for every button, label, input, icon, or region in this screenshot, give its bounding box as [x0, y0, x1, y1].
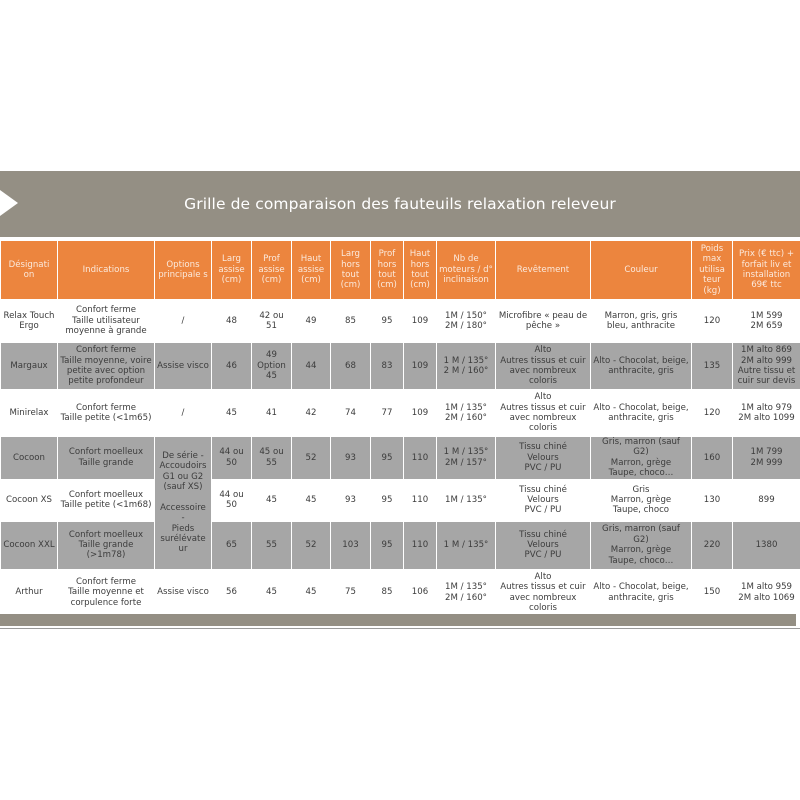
cell-designation: Arthur: [1, 569, 58, 616]
cell-prof-hors-tout: 95: [371, 521, 404, 569]
header-prof-hors-tout: Prof hors tout (cm): [371, 241, 404, 300]
cell-haut-hors-tout: 109: [404, 390, 437, 437]
cell-couleur: Gris, marron (sauf G2) Marron, grège Taupe, choco…: [591, 521, 692, 569]
cell-prof-assise: 49 Option 45: [252, 343, 292, 390]
cell-moteurs: 1M / 135° 2M / 160°: [437, 390, 496, 437]
cell-haut-assise: 52: [292, 437, 331, 480]
cell-indications: Confort ferme Taille moyenne et corpulence forte: [58, 569, 155, 616]
cell-larg-assise: 56: [212, 569, 252, 616]
cell-haut-assise: 49: [292, 300, 331, 343]
cell-larg-hors-tout: 74: [331, 390, 371, 437]
cell-prix: 1380: [733, 521, 800, 569]
cell-prof-assise: 45 ou 55: [252, 437, 292, 480]
cell-revetement: Alto Autres tissus et cuir avec nombreux coloris: [496, 569, 591, 616]
cell-haut-assise: 42: [292, 390, 331, 437]
cell-prix: 1M alto 979 2M alto 1099: [733, 390, 800, 437]
cell-prof-assise: 45: [252, 569, 292, 616]
cell-moteurs: 1M / 150° 2M / 180°: [437, 300, 496, 343]
cell-haut-hors-tout: 110: [404, 521, 437, 569]
cell-larg-assise: 48: [212, 300, 252, 343]
header-designation: Désignati on: [1, 241, 58, 300]
cell-prof-hors-tout: 95: [371, 300, 404, 343]
cell-prix: 1M 599 2M 659: [733, 300, 800, 343]
cell-designation: Margaux: [1, 343, 58, 390]
table-row: [1, 343, 800, 390]
cell-haut-hors-tout: 110: [404, 437, 437, 480]
cell-larg-assise: 45: [212, 390, 252, 437]
header-couleur: Couleur: [591, 241, 692, 300]
cell-moteurs: 1M / 135° 2M / 160°: [437, 569, 496, 616]
cell-options: /: [155, 300, 212, 343]
cell-haut-assise: 52: [292, 521, 331, 569]
cell-indications: Confort ferme Taille utilisateur moyenne à grande: [58, 300, 155, 343]
cell-prof-hors-tout: 95: [371, 437, 404, 480]
footer-divider: [0, 628, 800, 629]
header-larg-assise: Larg assise (cm): [212, 241, 252, 300]
cell-prof-hors-tout: 95: [371, 479, 404, 521]
cell-prof-assise: 45: [252, 479, 292, 521]
cell-designation: Cocoon XXL: [1, 521, 58, 569]
cell-larg-hors-tout: 85: [331, 300, 371, 343]
cell-prof-hors-tout: 85: [371, 569, 404, 616]
cell-designation: Cocoon: [1, 437, 58, 480]
cell-larg-assise: 65: [212, 521, 252, 569]
footer-bar: [0, 614, 796, 626]
cell-poids: 130: [692, 479, 733, 521]
cell-larg-assise: 46: [212, 343, 252, 390]
cell-poids: 135: [692, 343, 733, 390]
cell-larg-hors-tout: 93: [331, 437, 371, 480]
cell-poids: 160: [692, 437, 733, 480]
header-poids: Poids max utilisa teur (kg): [692, 241, 733, 300]
cell-moteurs: 1 M / 135° 2 M / 160°: [437, 343, 496, 390]
cell-larg-assise: 44 ou 50: [212, 479, 252, 521]
cell-prix: 1M 799 2M 999: [733, 437, 800, 480]
table-row: [1, 569, 800, 616]
cell-couleur: Alto - Chocolat, beige, anthracite, gris: [591, 390, 692, 437]
header-revetement: Revêtement: [496, 241, 591, 300]
cell-indications: Confort moelleux Taille grande (>1m78): [58, 521, 155, 569]
table-row: [1, 437, 800, 480]
header-options: Options principale s: [155, 241, 212, 300]
cell-designation: Cocoon XS: [1, 479, 58, 521]
cell-haut-hors-tout: 110: [404, 479, 437, 521]
cell-moteurs: 1M / 135°: [437, 479, 496, 521]
cell-poids: 120: [692, 390, 733, 437]
cell-revetement: Tissu chiné Velours PVC / PU: [496, 521, 591, 569]
cell-couleur: Alto - Chocolat, beige, anthracite, gris: [591, 569, 692, 616]
cell-revetement: Alto Autres tissus et cuir avec nombreux coloris: [496, 390, 591, 437]
cell-larg-hors-tout: 68: [331, 343, 371, 390]
cell-prix: 1M alto 869 2M alto 999 Autre tissu et cuir sur devis: [733, 343, 800, 390]
cell-prof-hors-tout: 83: [371, 343, 404, 390]
cell-haut-assise: 45: [292, 569, 331, 616]
table-row: [1, 300, 800, 343]
cell-prof-assise: 55: [252, 521, 292, 569]
cell-moteurs: 1 M / 135°: [437, 521, 496, 569]
cell-options: /: [155, 390, 212, 437]
page-title: Grille de comparaison des fauteuils relaxation releveur: [184, 195, 616, 213]
cell-prof-assise: 41: [252, 390, 292, 437]
comparison-table: [0, 240, 800, 617]
cell-couleur: Gris Marron, grège Taupe, choco: [591, 479, 692, 521]
cell-options: Assise visco: [155, 343, 212, 390]
cell-revetement: Tissu chiné Velours PVC / PU: [496, 479, 591, 521]
cell-couleur: Marron, gris, gris bleu, anthracite: [591, 300, 692, 343]
cell-indications: Confort ferme Taille moyenne, voire petite avec option petite profondeur: [58, 343, 155, 390]
header-haut-assise: Haut assise (cm): [292, 241, 331, 300]
cell-haut-assise: 44: [292, 343, 331, 390]
cell-haut-assise: 45: [292, 479, 331, 521]
cell-prof-hors-tout: 77: [371, 390, 404, 437]
cell-options: Assise visco: [155, 569, 212, 616]
cell-indications: Confort ferme Taille petite (<1m65): [58, 390, 155, 437]
cell-larg-assise: 44 ou 50: [212, 437, 252, 480]
cell-poids: 220: [692, 521, 733, 569]
cell-couleur: Alto - Chocolat, beige, anthracite, gris: [591, 343, 692, 390]
cell-couleur: Gris, marron (sauf G2) Marron, grège Taupe, choco…: [591, 437, 692, 480]
cell-options-merged: De série - Accoudoirs G1 ou G2 (sauf XS) Accessoire - Pieds surélévate ur: [155, 437, 212, 570]
cell-designation: Relax Touch Ergo: [1, 300, 58, 343]
cell-haut-hors-tout: 109: [404, 343, 437, 390]
cell-poids: 150: [692, 569, 733, 616]
header-haut-hors-tout: Haut hors tout (cm): [404, 241, 437, 300]
table-row: [1, 390, 800, 437]
table-row: [1, 521, 800, 569]
cell-haut-hors-tout: 109: [404, 300, 437, 343]
cell-indications: Confort moelleux Taille petite (<1m68): [58, 479, 155, 521]
cell-larg-hors-tout: 93: [331, 479, 371, 521]
cell-prof-assise: 42 ou 51: [252, 300, 292, 343]
header-row: [1, 241, 800, 300]
header-moteurs: Nb de moteurs / d° inclinaison: [437, 241, 496, 300]
table-row: [1, 479, 800, 521]
cell-prix: 1M alto 959 2M alto 1069: [733, 569, 800, 616]
cell-haut-hors-tout: 106: [404, 569, 437, 616]
cell-larg-hors-tout: 75: [331, 569, 371, 616]
cell-prix: 899: [733, 479, 800, 521]
header-larg-hors-tout: Larg hors tout (cm): [331, 241, 371, 300]
header-prof-assise: Prof assise (cm): [252, 241, 292, 300]
cell-poids: 120: [692, 300, 733, 343]
cell-revetement: Tissu chiné Velours PVC / PU: [496, 437, 591, 480]
cell-designation: Minirelax: [1, 390, 58, 437]
cell-revetement: Microfibre « peau de pêche »: [496, 300, 591, 343]
cell-indications: Confort moelleux Taille grande: [58, 437, 155, 480]
header-prix: Prix (€ ttc) + forfait liv et installation 69€ ttc: [733, 241, 800, 300]
cell-revetement: Alto Autres tissus et cuir avec nombreux coloris: [496, 343, 591, 390]
cell-moteurs: 1 M / 135° 2M / 157°: [437, 437, 496, 480]
header-indications: Indications: [58, 241, 155, 300]
cell-larg-hors-tout: 103: [331, 521, 371, 569]
